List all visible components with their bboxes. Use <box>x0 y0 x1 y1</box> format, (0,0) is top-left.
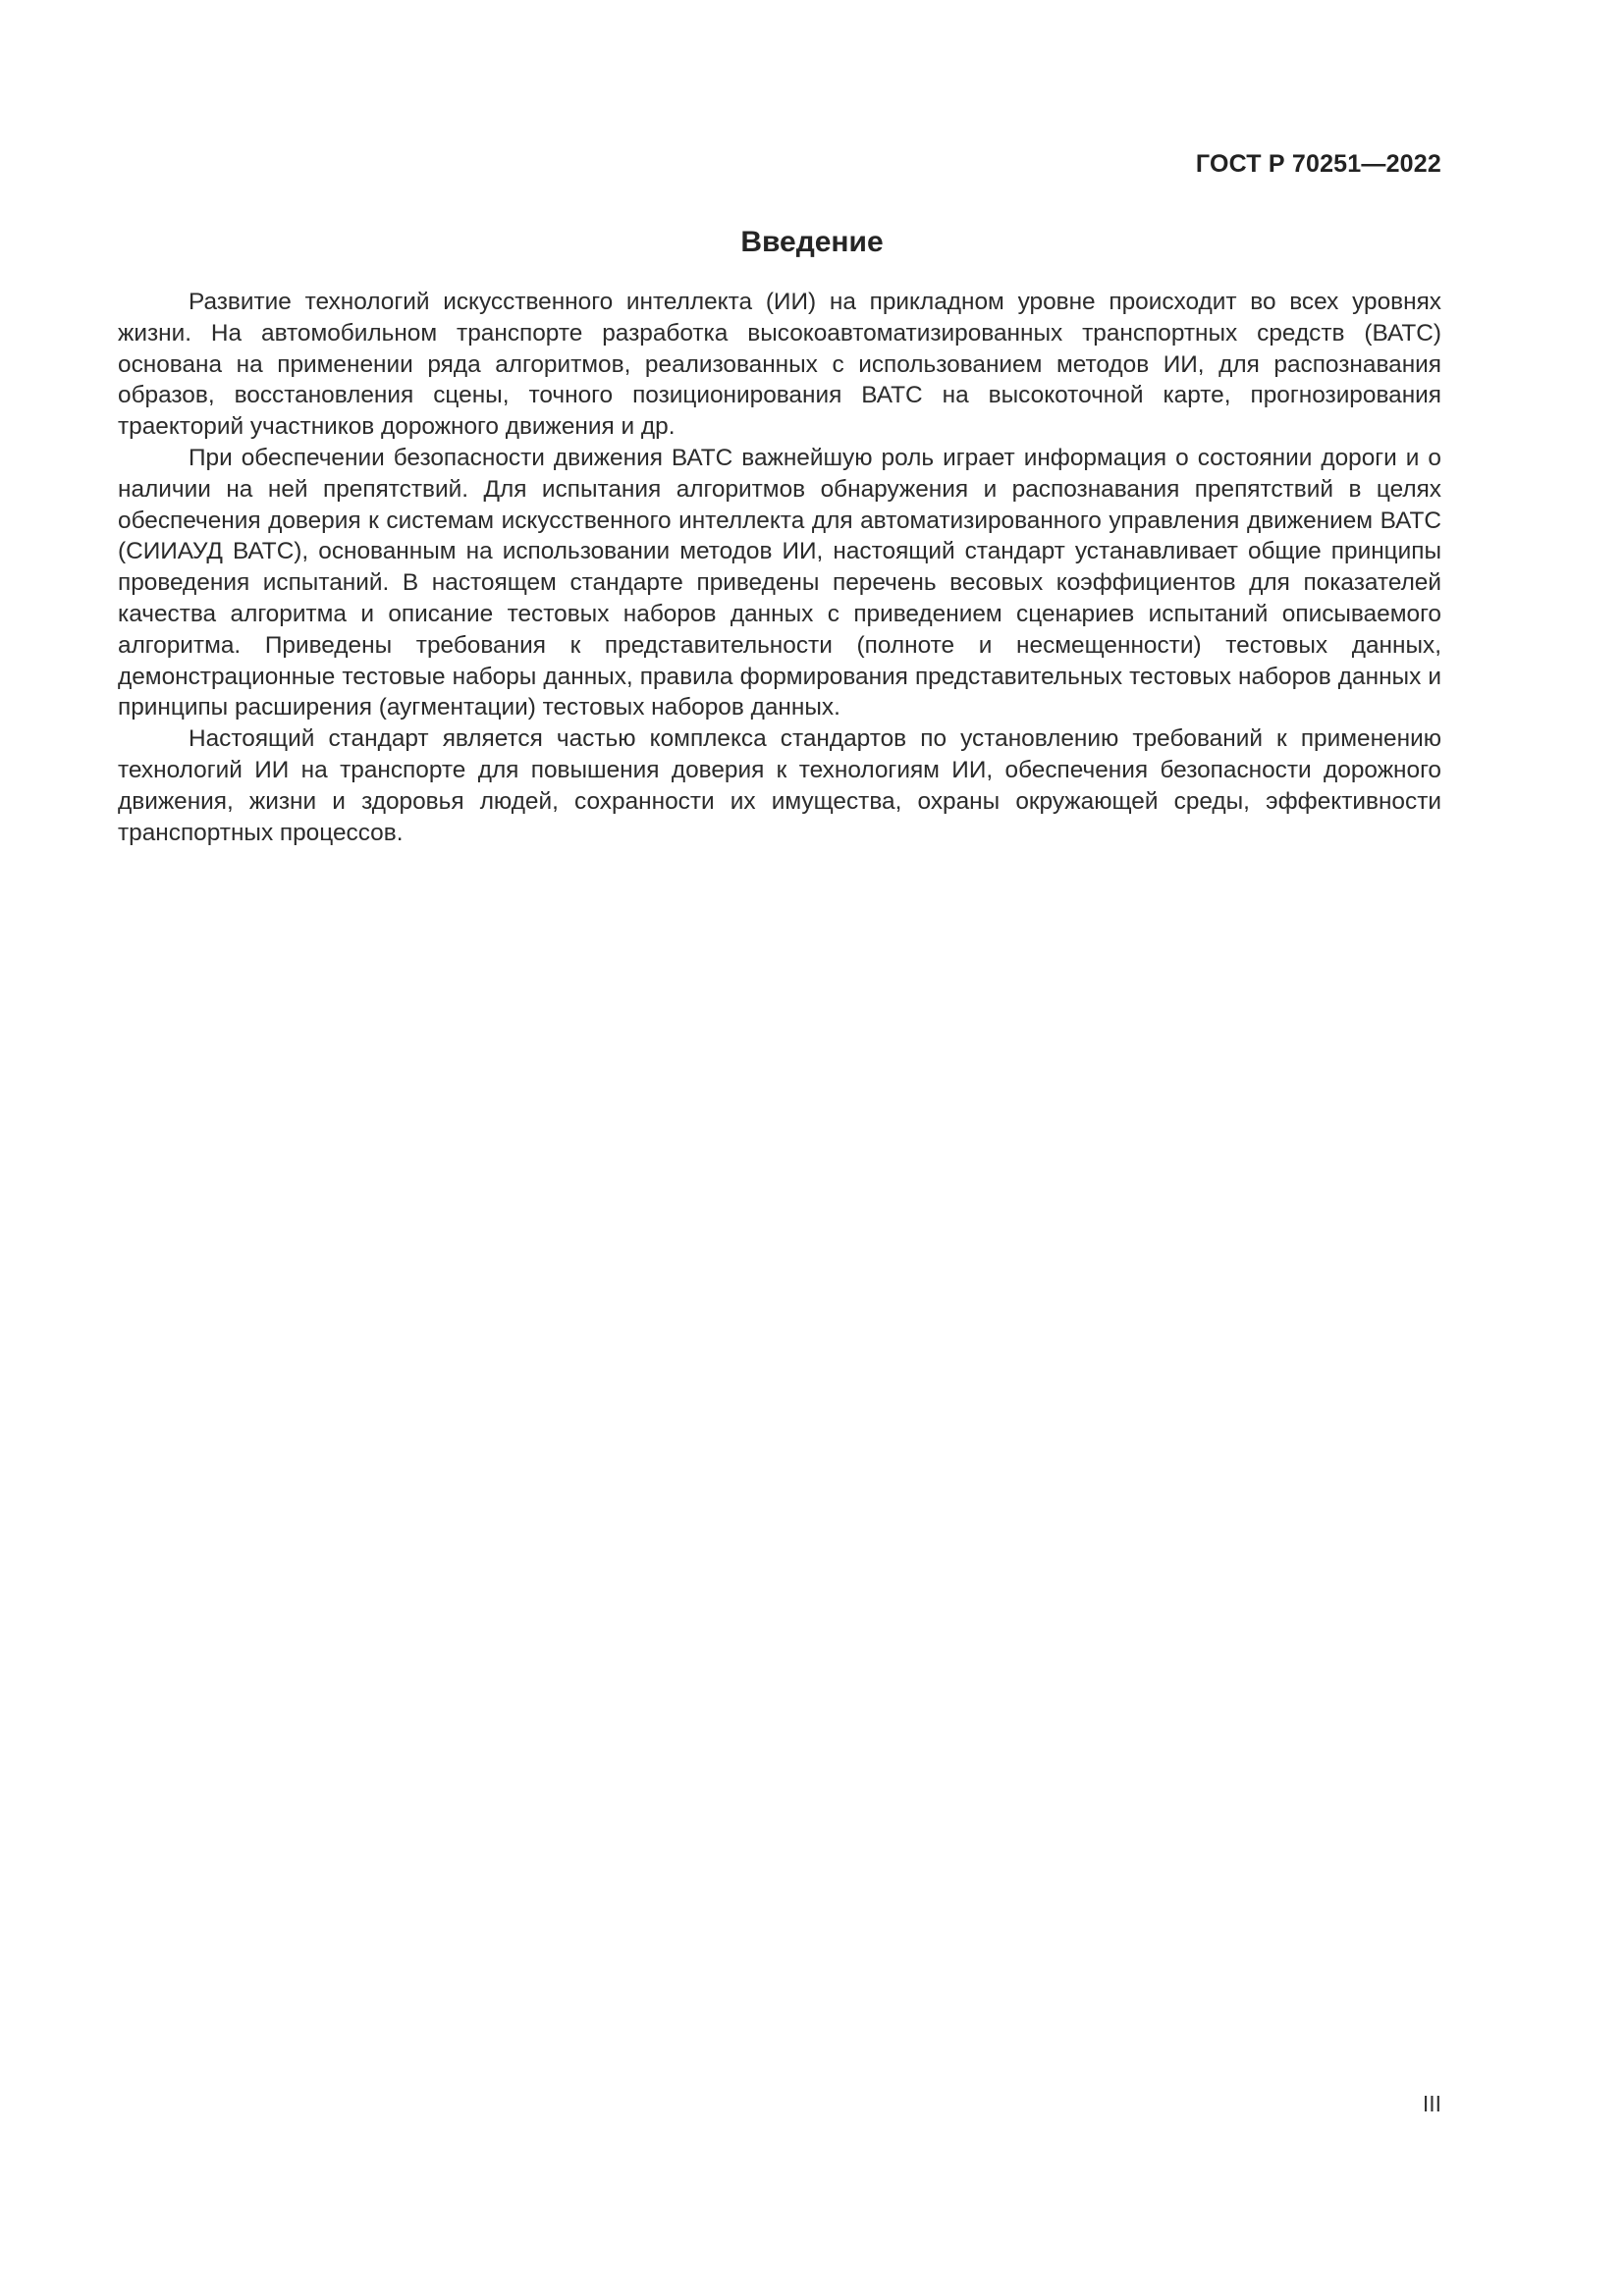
paragraph-road-safety-testing: При обеспечении безопасности движения ВАТС важнейшую роль играет информация о состоянии дороги и о наличии на ней препятствий. Для испытания алгоритмов обнаружения и распознавания препятствий в целях обеспечения доверия к системам искусственного интеллекта для автоматизированного управления движением ВАТС (СИИАУД ВАТС), основанным на использовании методов ИИ, настоящий стандарт устанавливает общие принципы проведения испытаний. В настоящем стандарте приведены перечень весовых коэффициентов для показателей качества алгоритма и описание тестовых наборов данных с приведением сценариев испытаний описываемого алгоритма. Приведены требования к представительности (полноте и несмещенности) тестовых данных, демонстрационные тестовые наборы данных, правила формирования представительных тестовых наборов данных и принципы расширения (аугментации) тестовых наборов данных. <box>118 444 1441 721</box>
introduction-body <box>118 287 1441 848</box>
paragraph-standards-complex: Настоящий стандарт является частью комплекса стандартов по установлению требований к применению технологий ИИ на транспорте для повышения доверия к технологиям ИИ, обеспечения безопасности дорожного движения, жизни и здоровья людей, сохранности их имущества, охраны окружающей среды, эффективности транспортных процессов. <box>118 725 1441 846</box>
page-number: III <box>1422 2091 1441 2116</box>
page-title: Введение <box>740 226 884 258</box>
standard-code-header: ГОСТ Р 70251—2022 <box>1195 150 1441 178</box>
paragraph-ai-development: Развитие технологий искусственного интеллекта (ИИ) на прикладном уровне происходит во всех уровнях жизни. На автомобильном транспорте разработка высокоавтоматизированных транспортных средств (ВАТС) основана на применении ряда алгоритмов, реализованных с использованием методов ИИ, для распознавания образов, восстановления сцены, точного позиционирования ВАТС на высокоточной карте, прогнозирования траекторий участников дорожного движения и др. <box>118 289 1441 441</box>
